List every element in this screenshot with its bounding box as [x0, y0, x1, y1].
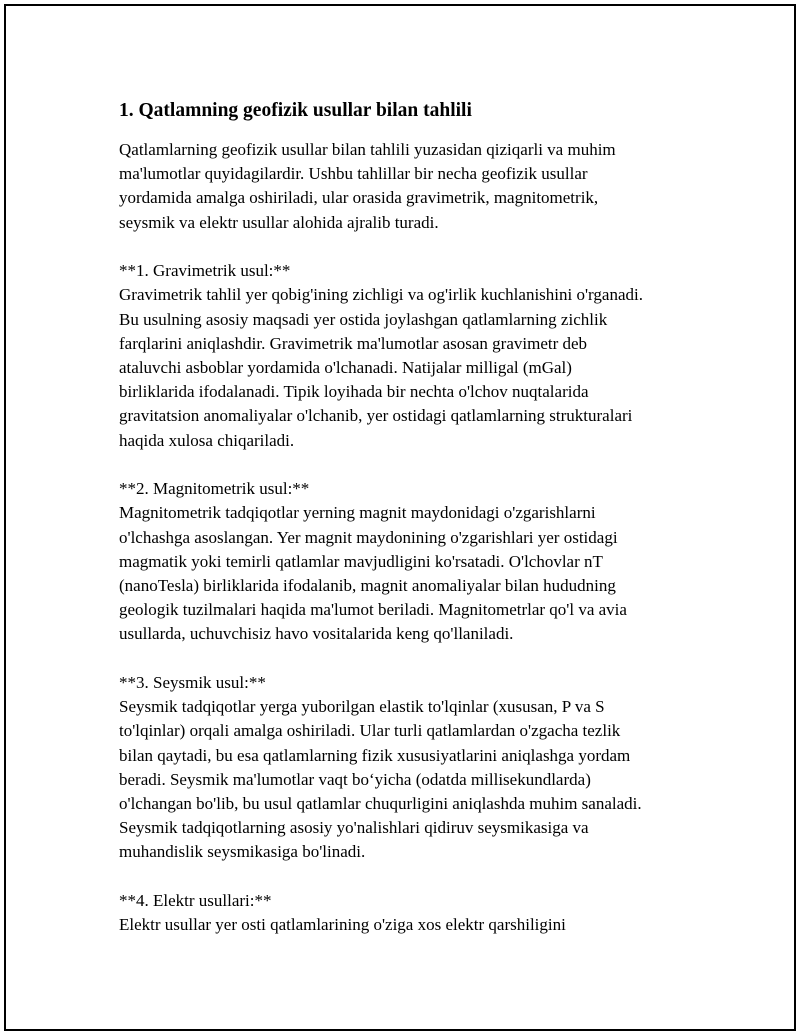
text-line: yordamida amalga oshiriladi, ular orasida gravimetrik, magnitometrik, [119, 188, 599, 208]
text-line: muhandislik seysmikasiga bo'linadi. [119, 842, 366, 862]
text-line: Qatlamlarning geofizik usullar bilan tahlili yuzasidan qiziqarli va muhim [119, 140, 616, 159]
text-line: haqida xulosa chiqariladi. [119, 430, 295, 450]
text-line: Gravimetrik tahlil yer qobig'ining zichligi va og'irlik kuchlanishini o'rganadi. [119, 285, 643, 305]
text-line: seysmik va elektr usullar alohida ajralib turadi. [119, 212, 439, 232]
section-electric [119, 889, 719, 937]
text-line: gravitatsion anomaliyalar o'lchanib, yer ostidagi qatlamlarning strukturalari [119, 406, 633, 426]
text-line: Bu usulning asosiy maqsadi yer ostida joylashgan qatlamlarning zichlik [119, 309, 608, 329]
section-heading: **1. Gravimetrik usul:** [119, 261, 291, 281]
text-line: usullarda, uchuvchisiz havo vositalarida keng qo'llaniladi. [119, 624, 514, 644]
paragraph-gap [119, 453, 719, 477]
text-line: o'lchangan bo'lib, bu usul qatlamlar chuqurligini aniqlashda muhim sanaladi. [119, 794, 642, 814]
intro-paragraph [119, 138, 719, 235]
text-line: to'lqinlar) orqali amalga oshiriladi. Ular turli qatlamlardan o'zgacha tezlik [119, 721, 621, 741]
text-line: (nanoTesla) birliklarida ifodalanib, magnit anomaliyalar bilan hududning [119, 576, 616, 596]
section-gravimetric [119, 259, 719, 453]
text-line: magmatik yoki temirli qatlamlar mavjudligini ko'rsatadi. O'lchovlar nT [119, 551, 603, 571]
text-line: geologik tuzilmalari haqida ma'lumot beriladi. Magnitometrlar qo'l va avia [119, 600, 627, 620]
section-magnetometric [119, 477, 719, 646]
section-heading: **2. Magnitometrik usul:** [119, 479, 310, 499]
text-line: Magnitometrik tadqiqotlar yerning magnit maydonidagi o'zgarishlarni [119, 503, 596, 523]
document-title: 1. Qatlamning geofizik usullar bilan tahlili [119, 100, 472, 121]
text-line: Elektr usullar yer osti qatlamlarining o'ziga xos elektr qarshiligini [119, 915, 566, 935]
text-line: bilan qaytadi, bu esa qatlamlarning fizik xususiyatlarini aniqlashga yordam [119, 745, 631, 765]
paragraph-gap [119, 647, 719, 671]
section-heading: **3. Seysmik usul:** [119, 673, 266, 693]
text-line: ma'lumotlar quyidagilardir. Ushbu tahlillar bir necha geofizik usullar [119, 164, 588, 184]
text-line: o'lchashga asoslangan. Yer magnit maydonining o'zgarishlari yer ostidagi [119, 527, 618, 547]
text-line: birliklarida ifodalanadi. Tipik loyihada bir nechta o'lchov nuqtalarida [119, 382, 589, 402]
section-seismic [119, 671, 719, 865]
text-line: ataluvchi asboblar yordamida o'lchanadi. Natijalar milligal (mGal) [119, 358, 572, 378]
page-frame [4, 4, 796, 1031]
text-line: farqlarini aniqlashdir. Gravimetrik ma'lumotlar asosan gravimetr deb [119, 333, 588, 353]
document-body [119, 98, 719, 937]
paragraph-gap [119, 235, 719, 259]
text-line: Seysmik tadqiqotlarning asosiy yo'nalishlari qidiruv seysmikasiga va [119, 818, 589, 838]
section-heading: **4. Elektr usullari:** [119, 891, 272, 911]
paragraph-gap [119, 865, 719, 889]
text-line: beradi. Seysmik ma'lumotlar vaqt bo‘yicha (odatda millisekundlarda) [119, 769, 591, 789]
text-line: Seysmik tadqiqotlar yerga yuborilgan elastik to'lqinlar (xususan, P va S [119, 697, 605, 717]
